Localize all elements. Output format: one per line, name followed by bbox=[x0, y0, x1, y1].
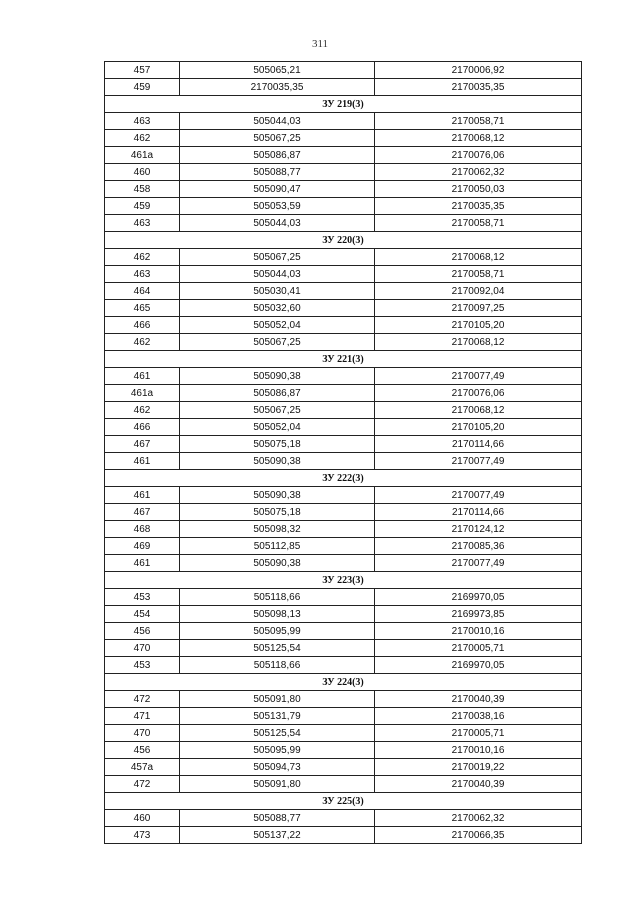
x-coordinate-cell: 505090,47 bbox=[180, 181, 375, 198]
point-number-cell: 462 bbox=[105, 249, 180, 266]
x-coordinate-cell: 505075,18 bbox=[180, 504, 375, 521]
table-row bbox=[105, 385, 582, 402]
x-coordinate-cell: 505067,25 bbox=[180, 249, 375, 266]
table-row bbox=[105, 147, 582, 164]
y-coordinate-cell: 2170085,36 bbox=[375, 538, 582, 555]
point-number-cell: 462 bbox=[105, 402, 180, 419]
table-row bbox=[105, 810, 582, 827]
x-coordinate-cell: 505067,25 bbox=[180, 402, 375, 419]
x-coordinate-cell: 2170035,35 bbox=[180, 79, 375, 96]
y-coordinate-cell: 2170076,06 bbox=[375, 147, 582, 164]
section-header-row bbox=[105, 351, 582, 368]
section-header-row bbox=[105, 674, 582, 691]
table-row bbox=[105, 198, 582, 215]
y-coordinate-cell: 2170068,12 bbox=[375, 402, 582, 419]
y-coordinate-cell: 2170066,35 bbox=[375, 827, 582, 844]
table-row bbox=[105, 334, 582, 351]
table-row bbox=[105, 776, 582, 793]
section-title: ЗУ 220(3) bbox=[105, 232, 582, 249]
x-coordinate-cell: 505086,87 bbox=[180, 147, 375, 164]
point-number-cell: 460 bbox=[105, 164, 180, 181]
y-coordinate-cell: 2170058,71 bbox=[375, 113, 582, 130]
y-coordinate-cell: 2170114,66 bbox=[375, 504, 582, 521]
y-coordinate-cell: 2170068,12 bbox=[375, 130, 582, 147]
table-row bbox=[105, 249, 582, 266]
y-coordinate-cell: 2169970,05 bbox=[375, 589, 582, 606]
x-coordinate-cell: 505090,38 bbox=[180, 368, 375, 385]
point-number-cell: 460 bbox=[105, 810, 180, 827]
point-number-cell: 454 bbox=[105, 606, 180, 623]
y-coordinate-cell: 2170124,12 bbox=[375, 521, 582, 538]
point-number-cell: 457 bbox=[105, 62, 180, 79]
point-number-cell: 472 bbox=[105, 691, 180, 708]
point-number-cell: 467 bbox=[105, 504, 180, 521]
section-header-row bbox=[105, 96, 582, 113]
point-number-cell: 463 bbox=[105, 266, 180, 283]
x-coordinate-cell: 505067,25 bbox=[180, 334, 375, 351]
point-number-cell: 461а bbox=[105, 147, 180, 164]
y-coordinate-cell: 2170005,71 bbox=[375, 640, 582, 657]
table-row bbox=[105, 657, 582, 674]
table-row bbox=[105, 436, 582, 453]
table-row bbox=[105, 691, 582, 708]
x-coordinate-cell: 505131,79 bbox=[180, 708, 375, 725]
point-number-cell: 470 bbox=[105, 640, 180, 657]
y-coordinate-cell: 2169970,05 bbox=[375, 657, 582, 674]
x-coordinate-cell: 505044,03 bbox=[180, 215, 375, 232]
table-row bbox=[105, 266, 582, 283]
table-row bbox=[105, 708, 582, 725]
x-coordinate-cell: 505098,32 bbox=[180, 521, 375, 538]
x-coordinate-cell: 505032,60 bbox=[180, 300, 375, 317]
point-number-cell: 466 bbox=[105, 317, 180, 334]
table-row bbox=[105, 521, 582, 538]
y-coordinate-cell: 2170010,16 bbox=[375, 623, 582, 640]
x-coordinate-cell: 505090,38 bbox=[180, 487, 375, 504]
y-coordinate-cell: 2170077,49 bbox=[375, 555, 582, 572]
x-coordinate-cell: 505118,66 bbox=[180, 657, 375, 674]
x-coordinate-cell: 505052,04 bbox=[180, 419, 375, 436]
point-number-cell: 456 bbox=[105, 623, 180, 640]
table-row bbox=[105, 504, 582, 521]
table-row bbox=[105, 79, 582, 96]
section-title: ЗУ 222(3) bbox=[105, 470, 582, 487]
table-row bbox=[105, 164, 582, 181]
y-coordinate-cell: 2170077,49 bbox=[375, 453, 582, 470]
table-row bbox=[105, 62, 582, 79]
point-number-cell: 453 bbox=[105, 589, 180, 606]
x-coordinate-cell: 505098,13 bbox=[180, 606, 375, 623]
point-number-cell: 463 bbox=[105, 215, 180, 232]
x-coordinate-cell: 505044,03 bbox=[180, 266, 375, 283]
y-coordinate-cell: 2170050,03 bbox=[375, 181, 582, 198]
y-coordinate-cell: 2170097,25 bbox=[375, 300, 582, 317]
y-coordinate-cell: 2170105,20 bbox=[375, 317, 582, 334]
x-coordinate-cell: 505075,18 bbox=[180, 436, 375, 453]
table-row bbox=[105, 283, 582, 300]
section-header-row bbox=[105, 470, 582, 487]
x-coordinate-cell: 505091,80 bbox=[180, 776, 375, 793]
section-header-row bbox=[105, 572, 582, 589]
table-row bbox=[105, 453, 582, 470]
table-row bbox=[105, 113, 582, 130]
x-coordinate-cell: 505137,22 bbox=[180, 827, 375, 844]
x-coordinate-cell: 505030,41 bbox=[180, 283, 375, 300]
table-row bbox=[105, 487, 582, 504]
x-coordinate-cell: 505112,85 bbox=[180, 538, 375, 555]
point-number-cell: 470 bbox=[105, 725, 180, 742]
coordinates-table-body bbox=[105, 62, 582, 844]
table-row bbox=[105, 742, 582, 759]
x-coordinate-cell: 505088,77 bbox=[180, 810, 375, 827]
point-number-cell: 463 bbox=[105, 113, 180, 130]
page-number: 311 bbox=[311, 38, 329, 50]
point-number-cell: 462 bbox=[105, 130, 180, 147]
x-coordinate-cell: 505088,77 bbox=[180, 164, 375, 181]
point-number-cell: 459 bbox=[105, 198, 180, 215]
y-coordinate-cell: 2170058,71 bbox=[375, 266, 582, 283]
table-row bbox=[105, 606, 582, 623]
table-row bbox=[105, 640, 582, 657]
point-number-cell: 461 bbox=[105, 555, 180, 572]
point-number-cell: 456 bbox=[105, 742, 180, 759]
y-coordinate-cell: 2170076,06 bbox=[375, 385, 582, 402]
y-coordinate-cell: 2170019,22 bbox=[375, 759, 582, 776]
y-coordinate-cell: 2170062,32 bbox=[375, 810, 582, 827]
x-coordinate-cell: 505090,38 bbox=[180, 453, 375, 470]
y-coordinate-cell: 2170068,12 bbox=[375, 334, 582, 351]
point-number-cell: 467 bbox=[105, 436, 180, 453]
y-coordinate-cell: 2169973,85 bbox=[375, 606, 582, 623]
x-coordinate-cell: 505090,38 bbox=[180, 555, 375, 572]
x-coordinate-cell: 505052,04 bbox=[180, 317, 375, 334]
y-coordinate-cell: 2170114,66 bbox=[375, 436, 582, 453]
point-number-cell: 465 bbox=[105, 300, 180, 317]
y-coordinate-cell: 2170092,04 bbox=[375, 283, 582, 300]
point-number-cell: 461а bbox=[105, 385, 180, 402]
point-number-cell: 472 bbox=[105, 776, 180, 793]
y-coordinate-cell: 2170040,39 bbox=[375, 776, 582, 793]
y-coordinate-cell: 2170006,92 bbox=[375, 62, 582, 79]
point-number-cell: 461 bbox=[105, 487, 180, 504]
section-title: ЗУ 225(3) bbox=[105, 793, 582, 810]
x-coordinate-cell: 505086,87 bbox=[180, 385, 375, 402]
table-row bbox=[105, 827, 582, 844]
point-number-cell: 468 bbox=[105, 521, 180, 538]
x-coordinate-cell: 505094,73 bbox=[180, 759, 375, 776]
x-coordinate-cell: 505067,25 bbox=[180, 130, 375, 147]
point-number-cell: 462 bbox=[105, 334, 180, 351]
point-number-cell: 471 bbox=[105, 708, 180, 725]
table-row bbox=[105, 538, 582, 555]
y-coordinate-cell: 2170035,35 bbox=[375, 79, 582, 96]
point-number-cell: 469 bbox=[105, 538, 180, 555]
y-coordinate-cell: 2170077,49 bbox=[375, 487, 582, 504]
table-row bbox=[105, 215, 582, 232]
section-title: ЗУ 223(3) bbox=[105, 572, 582, 589]
point-number-cell: 461 bbox=[105, 368, 180, 385]
x-coordinate-cell: 505125,54 bbox=[180, 640, 375, 657]
y-coordinate-cell: 2170005,71 bbox=[375, 725, 582, 742]
x-coordinate-cell: 505095,99 bbox=[180, 623, 375, 640]
x-coordinate-cell: 505053,59 bbox=[180, 198, 375, 215]
y-coordinate-cell: 2170068,12 bbox=[375, 249, 582, 266]
section-title: ЗУ 219(3) bbox=[105, 96, 582, 113]
x-coordinate-cell: 505095,99 bbox=[180, 742, 375, 759]
y-coordinate-cell: 2170062,32 bbox=[375, 164, 582, 181]
section-header-row bbox=[105, 793, 582, 810]
table-row bbox=[105, 368, 582, 385]
x-coordinate-cell: 505065,21 bbox=[180, 62, 375, 79]
table-row bbox=[105, 419, 582, 436]
table-row bbox=[105, 402, 582, 419]
table-row bbox=[105, 181, 582, 198]
table-row bbox=[105, 759, 582, 776]
table-row bbox=[105, 555, 582, 572]
point-number-cell: 453 bbox=[105, 657, 180, 674]
point-number-cell: 473 bbox=[105, 827, 180, 844]
table-row bbox=[105, 589, 582, 606]
coordinates-table bbox=[104, 61, 582, 844]
table-row bbox=[105, 317, 582, 334]
x-coordinate-cell: 505091,80 bbox=[180, 691, 375, 708]
x-coordinate-cell: 505118,66 bbox=[180, 589, 375, 606]
point-number-cell: 464 bbox=[105, 283, 180, 300]
table-row bbox=[105, 623, 582, 640]
section-title: ЗУ 221(3) bbox=[105, 351, 582, 368]
point-number-cell: 466 bbox=[105, 419, 180, 436]
y-coordinate-cell: 2170105,20 bbox=[375, 419, 582, 436]
table-row bbox=[105, 300, 582, 317]
y-coordinate-cell: 2170077,49 bbox=[375, 368, 582, 385]
y-coordinate-cell: 2170040,39 bbox=[375, 691, 582, 708]
y-coordinate-cell: 2170010,16 bbox=[375, 742, 582, 759]
x-coordinate-cell: 505125,54 bbox=[180, 725, 375, 742]
y-coordinate-cell: 2170058,71 bbox=[375, 215, 582, 232]
table-row bbox=[105, 130, 582, 147]
section-header-row bbox=[105, 232, 582, 249]
table-row bbox=[105, 725, 582, 742]
point-number-cell: 459 bbox=[105, 79, 180, 96]
section-title: ЗУ 224(3) bbox=[105, 674, 582, 691]
y-coordinate-cell: 2170038,16 bbox=[375, 708, 582, 725]
y-coordinate-cell: 2170035,35 bbox=[375, 198, 582, 215]
point-number-cell: 457а bbox=[105, 759, 180, 776]
x-coordinate-cell: 505044,03 bbox=[180, 113, 375, 130]
point-number-cell: 458 bbox=[105, 181, 180, 198]
point-number-cell: 461 bbox=[105, 453, 180, 470]
